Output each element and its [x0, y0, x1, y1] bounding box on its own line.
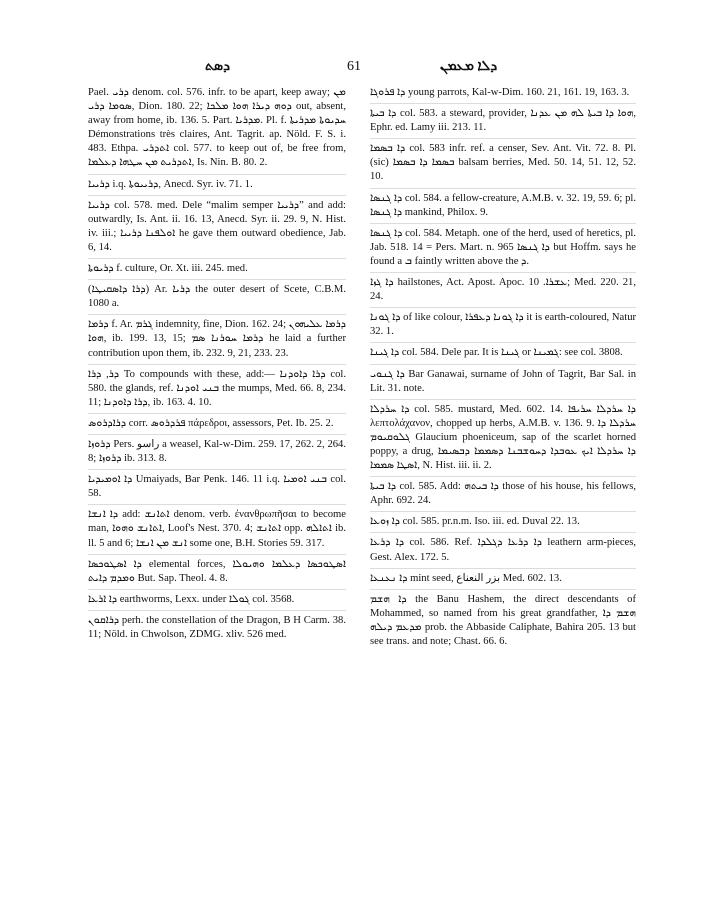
dictionary-entry: ܕܪܘܙܐ Pers. راسو a weasel, Kal-w-Dim. 259. 17, 262. 2, 264. 8; ܕܪܘܙܐ ib. 313. 8.	[88, 434, 346, 466]
dictionary-entry: ܕܐ ܐܘܡܝܕܝܐ Umaiyads, Bar Penk. 146. 11 i.q. ܒܢܝ ܐܘܡܝܐ col. 58.	[88, 469, 346, 501]
dictionary-entry: ܕܐ ܒܝܬܐ col. 583. a steward, provider, ܗܘܐ ܕܐ ܒܝܬܐ ܠܗ ܡܢ ܥܕܢܐ, Ephr. ed. Lamy iii. 213. 11.	[370, 103, 636, 135]
dictionary-entry: ܕܐ ܓܢܣܐ col. 584. Metaph. one of the herd, used of heretics, pl. Jab. 518. 14 = Pers. Mart. n. 965 ܕܐ ܓܢܣܐ but Hoffm. says he found a ܒ faintly written above the ܕ.	[370, 223, 636, 269]
dictionary-entry: ܕܪܝܝܐ col. 578. med. Dele “malim semper ܕܪܝܝܐ” and add: outwardly, Is. Ant. ii. 16. 13, Anecd. Syr. ii. 29. 9, N. Hist. iv. iii.; ܐܘܠܦܢܐ ܕܪܝܝܐ he gave them outward obedience, Jab. 6, 14.	[88, 195, 346, 255]
dictionary-entry: ܕܐ ܕܪܥܐ col. 586. Ref. ܕܐ ܕܪܥܐ ܕܓܠܕܐ leathern arm-pieces, Gest. Alex. 172. 5.	[370, 532, 636, 564]
dictionary-entry: ܕܪܝܘܬܐ f. culture, Or. Xt. iii. 245. med.	[88, 258, 346, 276]
dictionary-entry: ܕܐ ܗܫܡ the Banu Hashem, the direct descendants of Mohammed, so named from his great grandfather, ܗܫܡ ܕܐ ܡܕܥܡ ܕܝܠܗ prob. the Abbaside Caliphate, Bahira 205. 13 but see trans. and note; Chast. 66. 6.	[370, 589, 636, 649]
dictionary-entry: ܕܐ ܦܪܘܓܐ young parrots, Kal-w-Dim. 160. 21, 161. 19, 163. 3.	[370, 87, 630, 98]
dictionary-entry: ܕܪܐܩܘܢ perh. the constellation of the Dragon, B H Carm. 38. 11; Nöld. in Chwolson, ZDMG. xliv. 526 med.	[88, 610, 346, 642]
dictionary-entry: Pael. ܕܪܝ denom. col. 576. infr. to be apart, keep away; ܡܢ ܣܘܡܐ ܕܪܝ, Dion. 180. 22; ܕܘܗ ܕܝܪܐ ܗܘܐ ܡܠܟܐ out, absent, away from home, ib. 136. 5. Part. ܡܕܪܝܐ. Pl. f. ܚܕܝܘܬܐ ܡܕܪܝܬܐ Démonstrations très claires, Ant. Tagrit. ap. Nöld. F. S. i. 483. Ethpa. ܐܬܕܪܝ col. 577. to keep out of, be free from, ܐܬܕܪܝܬ ܡܢ ܚܛܗܐ ܕܥܠܡܐ, Is. Nin. B. 80. 2.	[88, 87, 346, 169]
running-headword-right	[440, 58, 497, 76]
dictionary-entry: ܕܐ ܓܢܣܐ col. 584. a fellow-creature, A.M.B. v. 32. 19, 59. 6; pl. ܕܐ ܓܢܣܐ mankind, Philox. 9.	[370, 188, 636, 220]
dictionary-entry: ܕܐ ܓܙܐ hailstones, Act. Apost. Apoc. ܥܫܪܐ. 10; Med. 220. 21, 24.	[370, 272, 636, 304]
headword-right-text: ܕܠܐ ܡܥܡܢ	[440, 59, 498, 74]
dictionary-entry: ܕܐ ܒܝܬܐ col. 585. Add: ܕܐ ܒܝܬܗ those of his house, his fellows, Aphr. 692. 24.	[370, 476, 636, 508]
dictionary-entry: ܕܐ ܐܪܥܐ earthworms, Lexx. under ܓܘܠܐ col. 3568.	[88, 589, 346, 607]
dictionary-entry: ܕܪܝܝܐ i.q. ܕܪܝܝܘܬܐ, Anecd. Syr. iv. 71. 1.	[88, 174, 346, 192]
dictionary-entry: ܕܐ ܐܣܛܘܟܣܐ elemental forces, ܐܣܛܘܟܣܐ ܕܥܠܡܐ ܘܗܝܘܠܐ ܘܡܕܡ ܕܐܝܬ But. Sap. Theol. 4. 8.	[88, 554, 346, 586]
dictionary-entry: (ܕܪܐ ܕܐܣܩܝܛܐ) Ar. ܕܪܝܐ the outer desert of Scete, C.B.M. 1080 a.	[88, 279, 346, 311]
dictionary-entry: ܕܐ ܙܘܥܐ col. 585. pr.n.m. Iso. iii. ed. Duval 22. 13.	[370, 511, 636, 529]
dictionary-entry: ܕܐ ܐܢܫܐ add: ܐܬܐܢܫ denom. verb. ἐνανθρωπῆσαι to become man, ܐܬܐܢܫ ܘܗܘܐ, Loof's Nest. 370. 4; ܐܬܐܢܫ opp. ܐܬܐܠܗ ib. ll. 5 and 6; ܐܢܫ ܡܢ ܐܢܫܐ some one, B.H. Stories 59. 317.	[88, 504, 346, 550]
dictionary-entry: ܕܪܡܐ f. Ar. ܓܪܡ indemnity, fine, Dion. 162. 24; ܕܪܡܐ ܥܠܝܗܘܢ ܗܘܐ, ib. 199. 13, 15; ܕܪܡܐ ܚܘܪܢܐ ܣܡ he laid a further contribution upon them, ib. 232. 9, 21, 233. 23.	[88, 314, 346, 360]
dictionary-entry: ܕܐ ܚܪܕܠܐ col. 585. mustard, Med. 602. 14. ܕܐ ܚܪܕܠܐ ܚܪܝܦܐ λεπτολάχανον, chopped up herbs, A.M.B. v. 136. 9. ܚܪܕܠܐ ܕܐ ܓܠܘܩܝܘܡ Glaucium phoeniceum, sap of the scarlet horned poppy, a drug, ܕܐ ܚܪܕܠܐ ܐܝܟ ܥܘܒܕܐ ܕܚܘܫܒܢܐ ܕܣܡܡܐ ܕܒܣܝܡܐ ܐܣܛܐ ܣܡܡܐ, N. Hist. iii. ii. 2.	[370, 399, 636, 473]
dictionary-entry: ܕܐ ܢܥܢܥܐ mint seed, بزر النعناع Med. 602. 13.	[370, 568, 636, 586]
dictionary-entry: ܕܐ ܓܘܢܐ of like colour, ܕܐ ܓܘܢܐ ܕܥܦܪܐ it is earth-coloured, Natur 32. 1.	[370, 307, 636, 339]
dictionary-entry: ܕܪ, ܕܪܐ To compounds with these, add:— ܕܪܐ ܕܐܘܕܢܐ col. 580. the glands, ref. ܒܢܝ ܐܘܕܢܐ the mumps, Med. 66. 8, 234. 11; ܕܪܐ ܕܐܘܕܢܐ, ib. 163. 4. 10.	[88, 364, 346, 410]
dictionary-entry: ܕܐ ܓܝܢܐ col. 584. Dele par. It is ܓܝܢܐ or ܓܡܝܢܐ: see col. 3808.	[370, 342, 636, 360]
dictionary-entry: ܕܪܐܕܪܘܣ corr. ܦܪܕܪܘܣ πάρεδροι, assessors, Pet. Ib. 25. 2.	[88, 413, 346, 431]
page-number: 61	[347, 59, 361, 74]
left-column	[88, 86, 346, 645]
dictionary-entry: ܕܐ ܒܣܡܐ col. 583 infr. ref. a censer, Sev. Ant. Vit. 72. 8. Pl. (sic) ܒܣܡܐ ܕܐ ܒܣܡܐ balsam berries, Med. 50. 14, 51. 12, 52. 10.	[370, 138, 636, 184]
right-column	[370, 86, 636, 652]
dictionary-entry: ܕܐ ܓܢܘܝ Bar Ganawai, surname of John of Tagrit, Bar Sal. in Lit. 31. note.	[370, 364, 636, 396]
headword-left-text: ܕܣܬ	[205, 59, 231, 74]
running-headword-left	[205, 58, 230, 76]
